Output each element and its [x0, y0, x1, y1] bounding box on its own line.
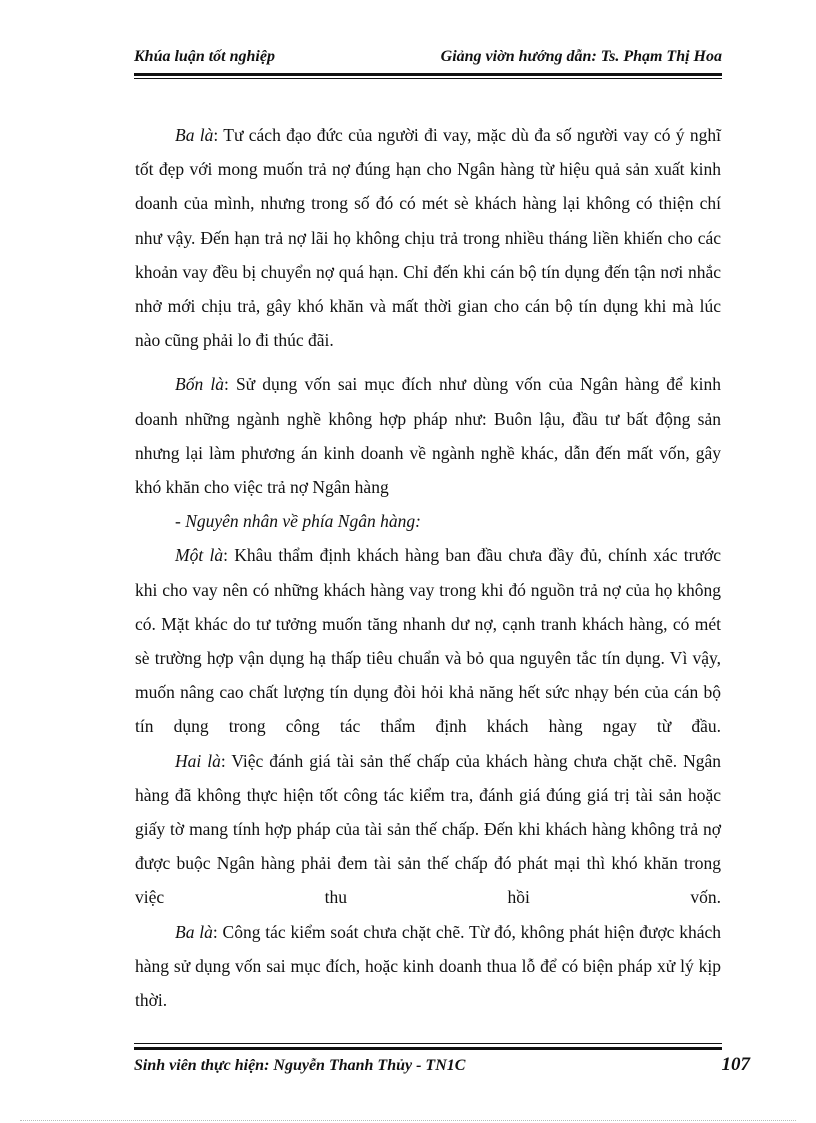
paragraph-ba-la-2	[135, 915, 721, 1018]
supervisor-name: Giảng viờn hướng dẫn: Ts. Phạm Thị Hoa	[440, 48, 722, 65]
student-name: Sinh viên thực hiện: Nguyễn Thanh Thủy - TN1C	[134, 1057, 466, 1074]
paragraph-body: : Việc đánh giá tài sản thế chấp của khách hàng chưa chặt chẽ. Ngân hàng đã không thực hiện tốt công tác kiểm tra, đánh giá đúng giá trị tài sản hoặc giấy tờ mang tính hợp pháp của tài sản thế chấp. Đến khi khách hàng không trả nợ được buộc Ngân hàng phải đem tài sản thế chấp đó phát mại thì khó khăn trong việc thu hồi vốn.	[135, 750, 721, 908]
header-rule-thick	[134, 73, 722, 76]
paragraph-lead: Hai là	[175, 750, 221, 771]
page-footer	[134, 1054, 750, 1076]
header-rule-thin	[134, 78, 722, 79]
paragraph-lead: Một là	[175, 545, 224, 566]
paragraph-bon-la	[135, 367, 721, 504]
paragraph-ba-la-1	[135, 118, 721, 357]
page-edge-divider	[20, 1120, 796, 1121]
page-number: 107	[721, 1054, 750, 1075]
paragraph-lead: Ba là	[175, 921, 213, 942]
page-header	[134, 48, 722, 70]
paragraph-lead: Ba là	[175, 125, 214, 145]
paragraph-hai-la	[135, 744, 721, 915]
section-subheading: - Nguyên nhân về phía Ngân hàng:	[175, 511, 421, 532]
paragraph-body: : Công tác kiểm soát chưa chặt chẽ. Từ đó, không phát hiện được khách hàng sử dụng vốn sai mục đích, hoặc kinh doanh thua lỗ để có biện pháp xử lý kịp thời.	[135, 921, 721, 1011]
paragraph-mot-la	[135, 538, 721, 743]
footer-rule-thin	[134, 1043, 722, 1044]
thesis-title: Khúa luận tốt nghiệp	[134, 48, 275, 65]
footer-rule-thick	[134, 1047, 722, 1050]
body-text	[135, 118, 721, 1017]
paragraph-lead: Bốn là	[175, 374, 224, 395]
paragraph-body: : Khâu thẩm định khách hàng ban đầu chưa đầy đủ, chính xác trước khi cho vay nên có những khách hàng vay trong khi đó nguồn trả nợ của họ không có. Mặt khác do tư tưởng muốn tăng nhanh dư nợ, cạnh tranh khách hàng, có mét sè trường hợp vận dụng hạ thấp tiêu chuẩn và bỏ qua nguyên tắc tín dụng. Vì vậy, muốn nâng cao chất lượng tín dụng đòi hỏi khả năng hết sức nhạy bén của cán bộ tín dụng trong công tác thẩm định khách hàng ngay từ đầu.	[135, 545, 721, 737]
paragraph-body: : Tư cách đạo đức của người đi vay, mặc dù đa số người vay có ý nghĩ tốt đẹp với mong muốn trả nợ đúng hạn cho Ngân hàng từ hiệu quả sản xuất kinh doanh của mình, nhưng trong số đó có mét sè khách hàng lại không có thiện chí như vậy. Đến hạn trả nợ lãi họ không chịu trả trong nhiều tháng liền khiến cho các khoản vay đều bị chuyển nợ quá hạn. Chỉ đến khi cán bộ tín dụng đến tận nơi nhắc nhở mới chịu trả, gây khó khăn và mất thời gian cho cán bộ tín dụng khi mà lúc nào cũng phải lo đi thúc đãi.	[135, 125, 721, 351]
paragraph-body: : Sử dụng vốn sai mục đích như dùng vốn của Ngân hàng để kinh doanh những ngành nghề không hợp pháp như: Buôn lậu, đầu tư bất động sản nhưng lại làm phương án kinh doanh về ngành nghề khác, dẫn đến mất vốn, gây khó khăn cho việc trả nợ Ngân hàng	[135, 374, 721, 498]
